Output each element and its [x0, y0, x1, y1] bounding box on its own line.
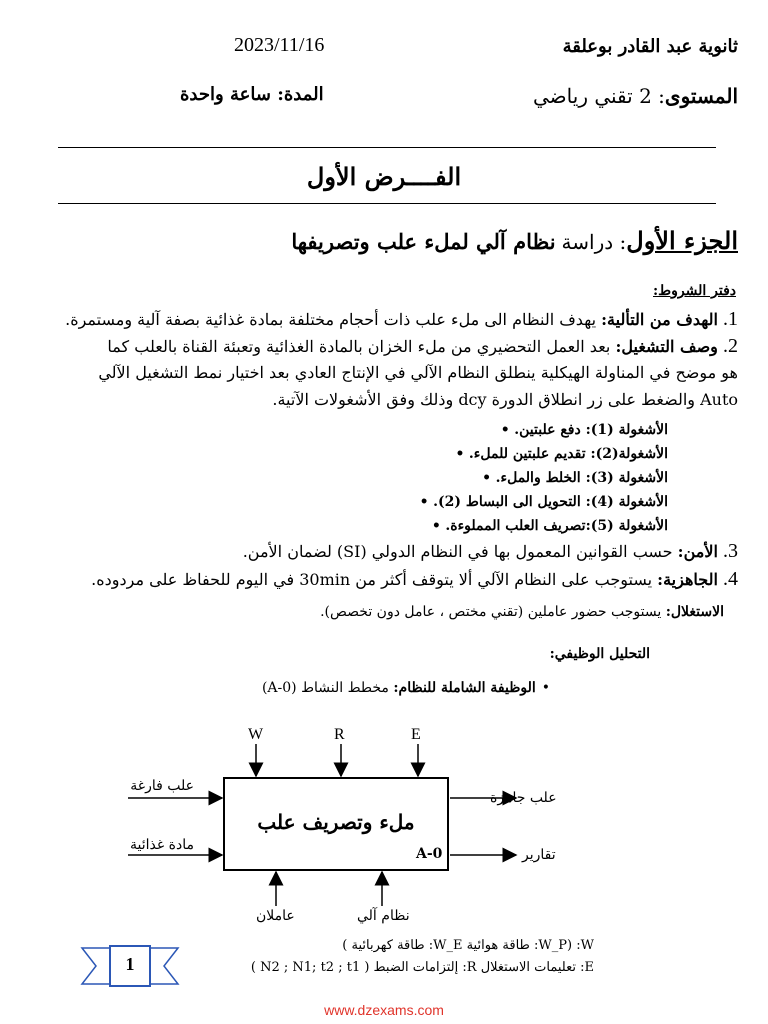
operations-list	[415, 418, 668, 538]
input-e: E	[411, 726, 421, 743]
page-number-badge	[80, 944, 180, 992]
input-automation: نظام آلي	[357, 908, 410, 924]
activity-title: ملء وتصريف علب	[257, 810, 415, 834]
part-topic: نظام آلي لملء علب وتصريفها	[291, 229, 556, 254]
divider-top	[58, 147, 716, 148]
divider-bottom	[58, 203, 716, 204]
school-name: ثانوية عبد القادر بوعلقة	[562, 36, 738, 57]
spec-item-2-line3: Auto والضغط على زر انطلاق الدورة dcy وذلك وفق الأشغولات الآتية.	[272, 390, 738, 409]
level	[533, 84, 738, 108]
input-r: R	[334, 726, 345, 743]
part-colon: : دراسة	[561, 230, 627, 254]
duration-value: : ساعة واحدة	[180, 84, 284, 105]
input-empty-cans: علب فارغة	[130, 778, 194, 794]
activity-code: A-0	[416, 846, 443, 862]
duration-label: المدة	[283, 84, 324, 105]
exam-title: الفــــرض الأول	[306, 162, 462, 191]
output-reports: تقارير	[522, 847, 556, 863]
spec-item-1: 1. الهدف من التألية: يهدف النظام الى ملء علب ذات أحجام مختلفة بمادة غذائية بصفة آلية ومستمرة.	[65, 308, 738, 330]
legend-line-2: E: تعليمات الاستغلال R: إلتزامات الضبط ( N2 ; N1; t2 ; t1 )	[250, 960, 594, 975]
list-item: الأشغولة (3): الخلط والملء. •	[415, 466, 668, 490]
page-number: 1	[125, 954, 135, 974]
legend-line-1: W: (W_P: طاقة هوائية W_E: طاقة كهربائية )	[342, 938, 594, 953]
footer-link[interactable]: www.dzexams.com	[324, 1002, 444, 1018]
level-label: المستوى	[664, 84, 738, 108]
duration	[180, 84, 324, 105]
input-workers: عاملان	[256, 908, 295, 924]
global-function: •الوظيفة الشاملة للنظام: مخطط النشاط (A-0)	[261, 680, 550, 696]
part-label: الجزء الأول	[626, 226, 738, 255]
output-ready-cans: علب جاهزة	[490, 790, 557, 806]
input-w: W	[248, 726, 264, 743]
part-heading	[291, 226, 738, 255]
list-item: الأشغولة (4): التحويل الى البساط (2). •	[415, 490, 668, 514]
list-item: الأشغولة (1): دفع علبتين. •	[415, 418, 668, 442]
spec-item-4: 4. الجاهزية: يستوجب على النظام الآلي ألا يتوقف أكثر من 30min في اليوم للحفاظ على مردوده.	[91, 568, 738, 590]
input-food: مادة غذائية	[130, 837, 194, 853]
list-item: الأشغولة (5):تصريف العلب المملوءة. •	[415, 514, 668, 538]
level-value: : 2 تقني رياضي	[533, 84, 665, 108]
spec-item-3: 3. الأمن: حسب القوانين المعمول بها في النظام الدولي (SI) لضمان الأمن.	[242, 540, 738, 562]
spec-item-2: 2. وصف التشغيل: بعد العمل التحضيري من ملء الخزان بالمادة الغذائية وتعبئة القناة بالعلب كما	[107, 335, 738, 357]
list-item: الأشغولة(2): تقديم علبتين للملء. •	[415, 442, 668, 466]
exam-date: 2023/11/16	[234, 34, 325, 56]
analysis-title: التحليل الوظيفي:	[549, 646, 650, 662]
specs-title: دفتر الشروط:	[653, 283, 736, 299]
exploitation: الاستغلال: يستوجب حضور عاملين (تقني مختص ، عامل دون تخصص).	[320, 604, 724, 620]
spec-item-2-line2: هو موضح في المناولة الهيكلية ينطلق النظام الآلي في الإنتاج العادي بعد اختيار نمط التشغيل الآلي	[98, 363, 738, 382]
